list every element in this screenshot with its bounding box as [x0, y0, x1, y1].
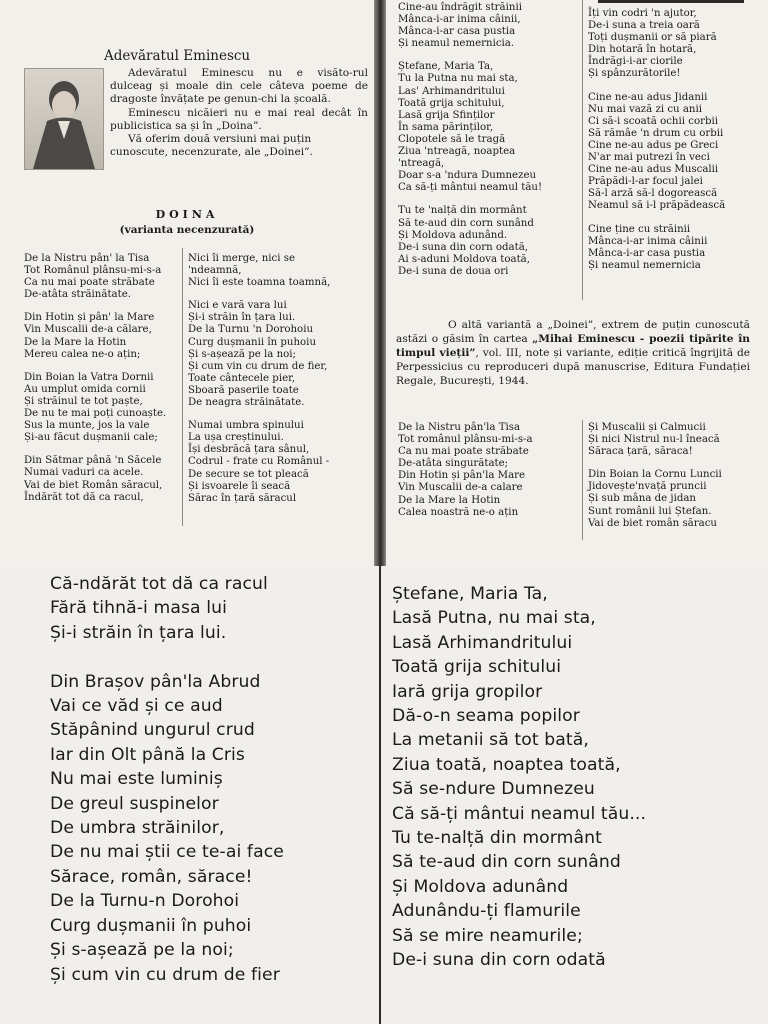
poem-line: Ai s-aduni Moldova toată,	[398, 253, 530, 265]
poem-line: Lasă grija Sfinților	[398, 109, 495, 121]
poem-line: Își desbrăcă țara sânul,	[188, 444, 310, 456]
poem-column	[188, 253, 330, 516]
poem-line: Și cum vin cu drum de fier	[50, 964, 280, 985]
poem-line: N'ar mai putrezi în veci	[588, 152, 710, 164]
poem-line: Nici e vară vara lui	[188, 300, 287, 312]
poem-line: Ziua toată, noaptea toată,	[392, 754, 621, 775]
poem-line: Nici îi merge, nici se	[188, 253, 295, 264]
zoom-column-right	[392, 582, 646, 973]
poem-line: Și Muscalii și Calmucii	[588, 422, 706, 433]
poem-line: Vai de biet Român săracul,	[24, 479, 163, 491]
poem-line: Lasă Putna, nu mai sta,	[392, 608, 596, 629]
stanza	[398, 422, 533, 519]
poem-line: De greul suspinelor	[50, 793, 219, 814]
column-divider	[379, 566, 381, 1024]
stanza	[398, 2, 542, 50]
column-divider	[582, 420, 583, 540]
poem-line: Mânca-i-ar casa pustia	[588, 247, 706, 259]
article-title: Adevăratul Eminescu	[104, 48, 251, 65]
stanza	[398, 61, 542, 194]
poem-line: Codrul - frate cu Românul -	[188, 456, 330, 468]
stanza	[188, 300, 330, 409]
poem-line: Stăpânind ungurul crud	[50, 720, 255, 741]
poem-line: Ștefane, Maria Ta,	[398, 61, 494, 73]
poem-line: De-i suna din corn odată,	[398, 241, 529, 253]
poem-line: Nici îi este toamna toamnă,	[188, 277, 331, 289]
poem-line: De secure se tot pleacă	[188, 468, 309, 480]
poem-title: DOINA	[155, 208, 219, 221]
poem-line: Ștefane, Maria Ta,	[392, 584, 548, 604]
poem-line: Iară grija gropilor	[392, 681, 543, 702]
variant-intro-paragraph	[396, 318, 750, 388]
poem-line: Din Boian la Vatra Dornii	[24, 371, 154, 383]
poem-line: Și s-așează pe la noi;	[188, 348, 296, 360]
poem-subtitle: (varianta necenzurată)	[119, 224, 255, 236]
poem-line: Cine ne-au adus Jidanii	[588, 91, 708, 103]
poem-line: Ziua 'ntreagă, noaptea	[398, 146, 516, 158]
poem-line: Las' Arhimandritului	[398, 85, 505, 97]
poem-line: Vin Muscalii de-a călare,	[24, 324, 152, 336]
stanza	[188, 420, 330, 505]
poem-line: De nu mai știi ce te-ai face	[50, 842, 284, 863]
poem-line: Că să-ți mântui neamul tău...	[392, 803, 647, 824]
poem-line: Și străinul te tot paște,	[24, 395, 143, 407]
poem-line: Neamul să i-l prăpădească	[588, 200, 726, 212]
poem-line: Din Hotin și pân'la Mare	[398, 470, 526, 482]
poem-line: Sărace, român, sărace!	[50, 866, 253, 887]
poem-line: Mânca-i-ar casa pustia	[398, 26, 516, 38]
column-divider	[182, 248, 183, 526]
poem-line: De-i suna a treia oară	[588, 20, 700, 32]
poem-line: Ca să-ți mântui neamul tău!	[398, 182, 543, 194]
variant-intro-text: O altă variantă a „Doinei”, extrem de puțin cunoscută astăzi o găsim în cartea	[396, 319, 750, 345]
poem-line: Prăpădi-l-ar focul jalei	[588, 176, 703, 188]
poem-line: Săraca țară, săraca!	[588, 446, 693, 458]
poem-line: De la Nistru pân' la Tisa	[24, 253, 150, 264]
right-page	[386, 0, 768, 566]
poem-line: Nu mai este luminiș	[50, 769, 223, 790]
poem-line: Vin Muscalii de-a calare	[398, 482, 523, 494]
poem-line: Toate cântecele pier,	[188, 372, 296, 384]
poem-line: Cine-au îndrăgit străinii	[398, 2, 522, 13]
poem-line: De-atâta străinătate.	[24, 289, 131, 301]
intro-paragraph: Eminescu nicăieri nu e mai real decât în publicistica sa și în „Doina”.	[110, 106, 368, 132]
poem-line: În sama părinților,	[398, 121, 494, 133]
book-spine	[374, 0, 386, 566]
poem-line: De-i suna de doua ori	[398, 265, 509, 277]
poem-line: Toată grija schitului,	[398, 97, 505, 109]
zoomed-excerpt	[0, 566, 768, 1024]
stanza	[24, 312, 166, 360]
poem-column	[398, 2, 542, 289]
poem-line: Să se-ndure Dumnezeu	[392, 779, 595, 800]
poem-line: De nu te mai poți cunoaște.	[24, 408, 167, 420]
poem-line: Numai vaduri ca acele.	[24, 467, 144, 479]
poem-line: Sunt românii lui Ștefan.	[588, 505, 712, 517]
poem-line: Că-ndărăt tot dă ca racul	[50, 574, 268, 594]
stanza	[588, 469, 722, 529]
poem-line: 'ntreagă,	[398, 158, 445, 170]
poem-line: 'ndeamnă,	[188, 265, 242, 277]
poem-line: Curg dușmanii în puhoi	[50, 915, 252, 936]
poem-line: Sus la munte, jos la vale	[24, 420, 150, 432]
poem-line: Și cum vin cu drum de fier,	[188, 360, 328, 372]
book-title: „Mihai Eminescu - poezii tipărite în timpul vieții”	[396, 333, 750, 359]
poem-line: Vai ce văd și ce aud	[50, 696, 223, 717]
poem-line: Și-i străin în țara lui.	[50, 622, 227, 643]
poem-column	[398, 422, 533, 530]
poem-line: Din hotară în hotară,	[588, 44, 697, 56]
poem-line: Cine ne-au adus pe Greci	[588, 139, 719, 151]
poem-line: Vai de biet român săracu	[588, 517, 717, 529]
poem-line: De la Mare la Hotin	[398, 494, 501, 506]
poem-line: Ca nu mai poate străbate	[398, 446, 529, 458]
column-divider	[582, 0, 583, 300]
poem-line: Curg dușmanii în puhoiu	[188, 336, 317, 348]
poem-line: De la Turnu-n Dorohoi	[50, 891, 240, 912]
variant-intro-text: , vol. III, note și variante, ediție critică îngrijită de Perpessicius cu reproduceri după manuscrise, Editura Fundației Regale, București, 1944.	[396, 347, 751, 387]
poem-line: Din Hotin și pân' la Mare	[24, 312, 155, 324]
poem-line: Mânca-i-ar inima câinii	[588, 235, 708, 247]
poem-line: Să te-aud din corn sunând	[392, 852, 621, 873]
intro-text	[110, 67, 368, 159]
poem-line: Adunându-ți flamurile	[392, 901, 581, 922]
poem-line: Și Moldova adunând.	[398, 229, 508, 241]
poem-line: Să-l arză să-l dogorească	[588, 188, 718, 200]
stanza	[588, 8, 725, 81]
poem-line: Din Boian la Cornu Luncii	[588, 469, 722, 481]
poem-line: Din Sătmar până 'n Săcele	[24, 455, 162, 467]
poem-line: De la Turnu 'n Dorohoiu	[188, 324, 314, 336]
poem-line: Calea noastră ne-o ațin	[398, 506, 519, 518]
poem-line: Toată grija schitului	[392, 657, 562, 678]
poem-line: Și spânzurătorile!	[588, 68, 681, 80]
poem-line: Sărac în țară săracul	[188, 492, 297, 504]
poem-line: Și Moldova adunând	[392, 876, 569, 897]
poem-line: Să rămâe 'n drum cu orbii	[588, 127, 724, 139]
poem-line: Să te-aud din corn sunând	[398, 217, 534, 229]
poem-line: Toți dușmanii or să piară	[588, 32, 717, 44]
poem-line: Și nici Nistrul nu-l îneacă	[588, 434, 720, 446]
poem-line	[50, 645, 284, 669]
zoom-column-left	[50, 572, 284, 987]
poem-line: Și neamul nemernicia	[588, 259, 701, 271]
poem-line: Ca nu mai poate străbate	[24, 277, 155, 289]
stanza	[24, 372, 166, 445]
stanza	[188, 253, 330, 289]
poem-line: De-atâta singurătate;	[398, 458, 509, 470]
poem-line: Tu te 'nalță din mormânt	[398, 205, 527, 217]
poem-line: La metanii să tot bată,	[392, 730, 589, 751]
poem-line: Și-au făcut dușmanii cale;	[24, 432, 158, 444]
poem-line: Fără tihnă-i masa lui	[50, 598, 227, 619]
stanza	[588, 422, 722, 458]
poem-line: Clopotele să le tragă	[398, 133, 506, 145]
poem-line: De la Mare la Hotin	[24, 336, 127, 348]
poem-line: Sboară paserile toate	[188, 384, 299, 396]
poem-line: De umbra străinilor,	[50, 818, 225, 839]
poem-line: Lasă Arhimandritului	[392, 632, 573, 653]
poem-line: Tu la Putna nu mai sta,	[398, 73, 518, 85]
poem-line: Și isvoarele îi seacă	[188, 480, 291, 492]
stanza	[24, 253, 166, 301]
poem-line: Tu te-nalță din mormânt	[392, 828, 602, 849]
intro-paragraph: Adevăratul Eminescu nu e visăto-rul dulceag și moale din cele câteva poeme de dragoste învățate pe genun-chi la școală.	[110, 67, 368, 106]
header-rule	[598, 0, 744, 3]
eminescu-portrait	[24, 68, 104, 170]
intro-paragraph: Vă oferim două versiuni mai puțin cunoscute, necenzurate, ale „Doinei”.	[110, 133, 313, 159]
poem-line: Îndărăt tot dă ca racul,	[24, 491, 144, 503]
poem-column	[24, 253, 166, 515]
poem-column	[588, 422, 722, 541]
poem-line: Tot Românul plânsu-mi-s-a	[24, 265, 162, 277]
poem-line: Dă-o-n seama popilor	[392, 706, 580, 727]
poem-line: De-i suna din corn odată	[392, 950, 606, 971]
poem-line: De la Nistru pân'la Tisa	[398, 422, 521, 433]
poem-line: Jidovește'nvață pruncii	[588, 481, 707, 493]
poem-line: Cine ține cu străinii	[588, 223, 691, 235]
poem-line: Mereu calea ne-o ațin;	[24, 348, 141, 360]
poem-line: Au umplut omida cornii	[24, 383, 146, 395]
poem-line: Iar din Olt până la Cris	[50, 744, 245, 765]
poem-line: Tot românul plânsu-mi-s-a	[398, 434, 533, 446]
stanza	[24, 455, 166, 503]
poem-line: Îndrăgi-i-ar ciorile	[588, 56, 683, 68]
poem-line: De neagra străinătate.	[188, 397, 305, 409]
poem-line: Nu mai vază zi cu anii	[588, 103, 702, 115]
left-page	[0, 0, 374, 566]
poem-line: Și sub mâna de jidan	[588, 493, 696, 505]
poem-line: Din Brașov pân'la Abrud	[50, 671, 261, 692]
poem-line: Ci să-i scoată ochii corbii	[588, 115, 718, 127]
poem-line: La ușa creștinului.	[188, 432, 284, 444]
poem-line: Doar s-a 'ndura Dumnezeu	[398, 170, 537, 182]
poem-line: Și-i străin în țara lui.	[188, 312, 296, 324]
poem-column	[588, 8, 725, 283]
poem-line: Îți vin codri 'n ajutor,	[588, 8, 697, 19]
stanza	[588, 92, 725, 213]
stanza	[398, 205, 542, 278]
poem-line: Și neamul nemernicia.	[398, 38, 515, 50]
poem-line: Cine ne-au adus Muscalii	[588, 164, 719, 176]
stanza	[588, 224, 725, 272]
poem-line: Mânca-i-ar inima câinii,	[398, 14, 521, 26]
poem-line: Să se mire neamurile;	[392, 925, 583, 946]
poem-line: Numai umbra spinului	[188, 420, 304, 432]
poem-line: Și s-așează pe la noi;	[50, 940, 234, 961]
